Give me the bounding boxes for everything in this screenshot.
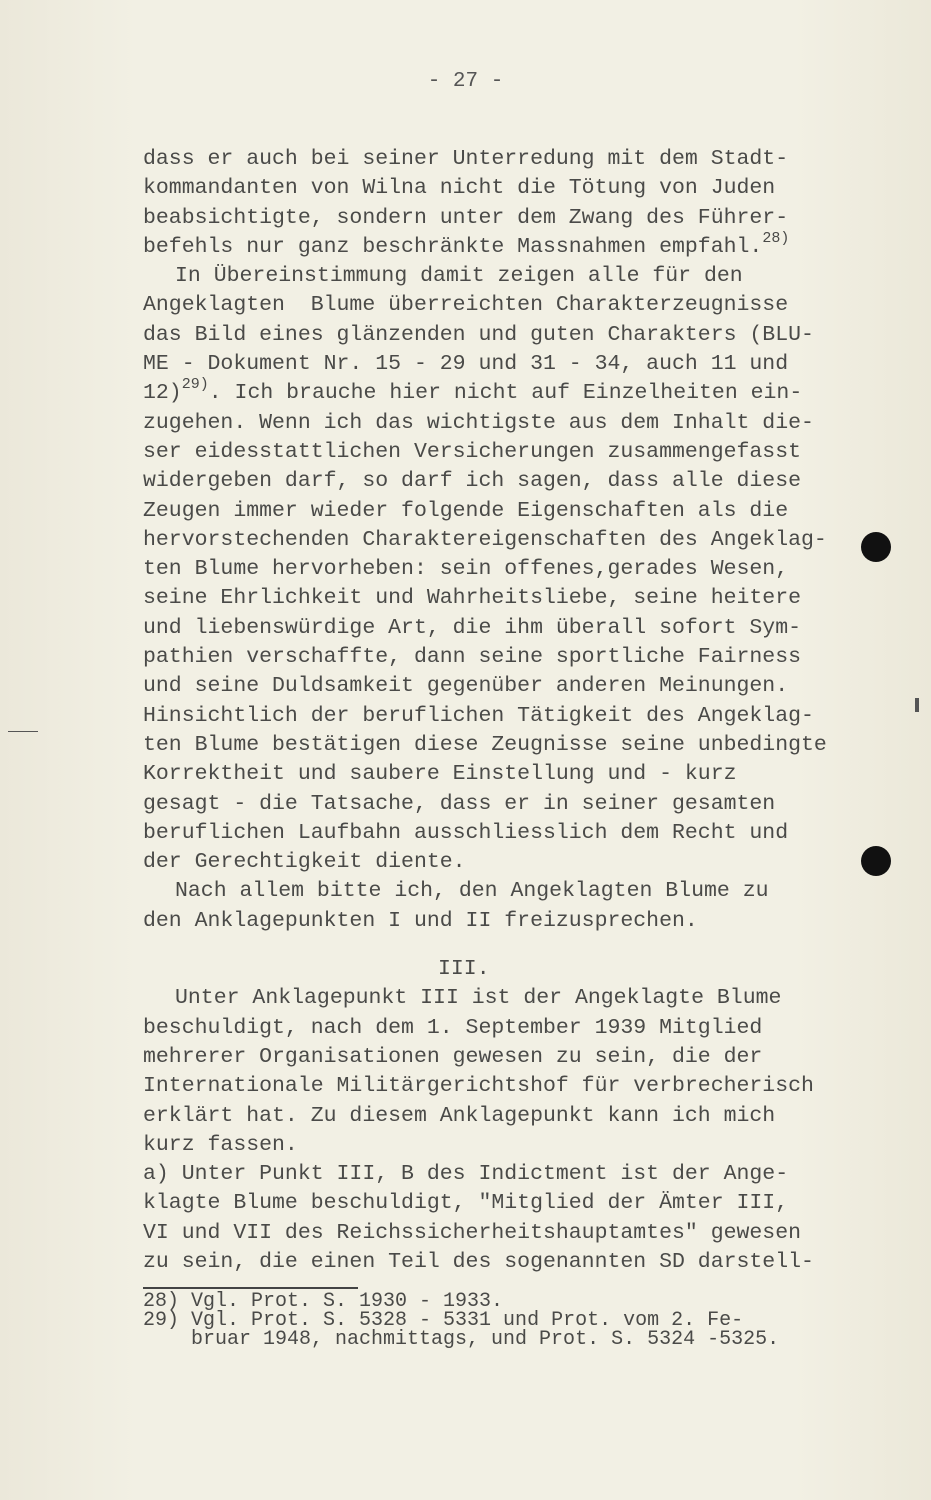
- text-line: seine Ehrlichkeit und Wahrheitsliebe, seine heitere: [143, 586, 802, 611]
- margin-mark: [915, 698, 919, 712]
- punch-hole: [861, 532, 891, 562]
- text-line: pathien verschaffte, dann seine sportliche Fairness: [143, 645, 802, 670]
- footnote-ref-28: 28): [762, 229, 790, 247]
- text-line: der Gerechtigkeit diente.: [143, 850, 466, 875]
- text-line: [143, 229, 827, 262]
- text-line: VI und VII des Reichssicherheitshauptamtes" gewesen: [143, 1220, 802, 1245]
- text-line: erklärt hat. Zu diesem Anklagepunkt kann ich mich: [143, 1103, 776, 1128]
- text-line: den Anklagepunkten I und II freizusprechen.: [143, 908, 698, 933]
- text-line: Internationale Militärgerichtshof für verbrecherisch: [143, 1074, 814, 1099]
- footnote-divider: [143, 1287, 358, 1289]
- punch-hole: [861, 846, 891, 876]
- text-line: ten Blume bestätigen diese Zeugnisse seine unbedingte: [143, 732, 827, 757]
- text-line: Unter Anklagepunkt III ist der Angeklagte Blume: [175, 986, 782, 1011]
- text-line: und seine Duldsamkeit gegenüber anderen Meinungen.: [143, 674, 789, 699]
- text-line: widergeben darf, so darf ich sagen, dass alle diese: [143, 469, 802, 494]
- text-line: klagte Blume beschuldigt, "Mitglied der Ämter III,: [143, 1191, 789, 1216]
- text-line: dass er auch bei seiner Unterredung mit dem Stadt-: [143, 147, 789, 171]
- text-line: ten Blume hervorheben: sein offenes,gerades Wesen,: [143, 557, 789, 582]
- text-line: beschuldigt, nach dem 1. September 1939 Mitglied: [143, 1015, 763, 1040]
- text-line: Korrektheit und saubere Einstellung und - kurz: [143, 762, 737, 787]
- text-line: Hinsichtlich der beruflichen Tätigkeit des Angeklag-: [143, 703, 814, 728]
- footnote-29: 29) Vgl. Prot. S. 5328 - 5331 und Prot. vom 2. Fe-: [143, 1309, 744, 1332]
- footnotes: [143, 1292, 779, 1349]
- text-line: [143, 376, 827, 408]
- footnote-ref-29: 29): [181, 376, 209, 394]
- spacer: [143, 936, 827, 955]
- text-line: beabsichtigte, sondern unter dem Zwang des Führer-: [143, 205, 789, 230]
- text-line: Angeklagten Blume überreichten Charakterzeugnisse: [143, 293, 789, 318]
- text-line: Zeugen immer wieder folgende Eigenschaften als die: [143, 498, 789, 523]
- text-line: In Übereinstimmung damit zeigen alle für den: [175, 264, 743, 289]
- footnote-29-continued: bruar 1948, nachmittags, und Prot. S. 5324 -5325.: [191, 1328, 780, 1351]
- text-line-part: . Ich brauche hier nicht auf Einzelheiten ein-: [208, 381, 803, 406]
- text-line: kommandanten von Wilna nicht die Tötung von Juden: [143, 176, 776, 201]
- margin-mark: [8, 731, 38, 732]
- text-line: zu sein, die einen Teil des sogenannten SD darstell-: [143, 1249, 814, 1274]
- text-line: hervorstechenden Charaktereigenschaften des Angeklag-: [143, 527, 827, 552]
- text-line: ser eidesstattlichen Versicherungen zusammengefasst: [143, 439, 802, 464]
- text-line-part: 12): [143, 381, 182, 406]
- document-body: [143, 145, 827, 1277]
- text-line: ME - Dokument Nr. 15 - 29 und 31 - 34, auch 11 und: [143, 352, 789, 377]
- text-line: mehrerer Organisationen gewesen zu sein, die der: [143, 1044, 763, 1069]
- text-line: gesagt - die Tatsache, dass er in seiner gesamten: [143, 791, 776, 816]
- page-number: - 27 -: [427, 70, 504, 93]
- section-heading: III.: [438, 957, 490, 982]
- text-line: a) Unter Punkt III, B des Indictment ist der Ange-: [143, 1162, 789, 1187]
- text-line: und liebenswürdige Art, die ihm überall sofort Sym-: [143, 615, 802, 640]
- text-line: kurz fassen.: [143, 1132, 298, 1157]
- text-line: beruflichen Laufbahn ausschliesslich dem Recht und: [143, 820, 789, 845]
- text-line: Nach allem bitte ich, den Angeklagten Blume zu: [175, 879, 769, 904]
- footnote-28: 28) Vgl. Prot. S. 1930 - 1933.: [143, 1290, 504, 1313]
- text-line: zugehen. Wenn ich das wichtigste aus dem Inhalt die-: [143, 410, 814, 435]
- text-line: das Bild eines glänzenden und guten Charakters (BLU-: [143, 322, 814, 347]
- text-line-part: befehls nur ganz beschränkte Massnahmen empfahl.: [143, 234, 763, 259]
